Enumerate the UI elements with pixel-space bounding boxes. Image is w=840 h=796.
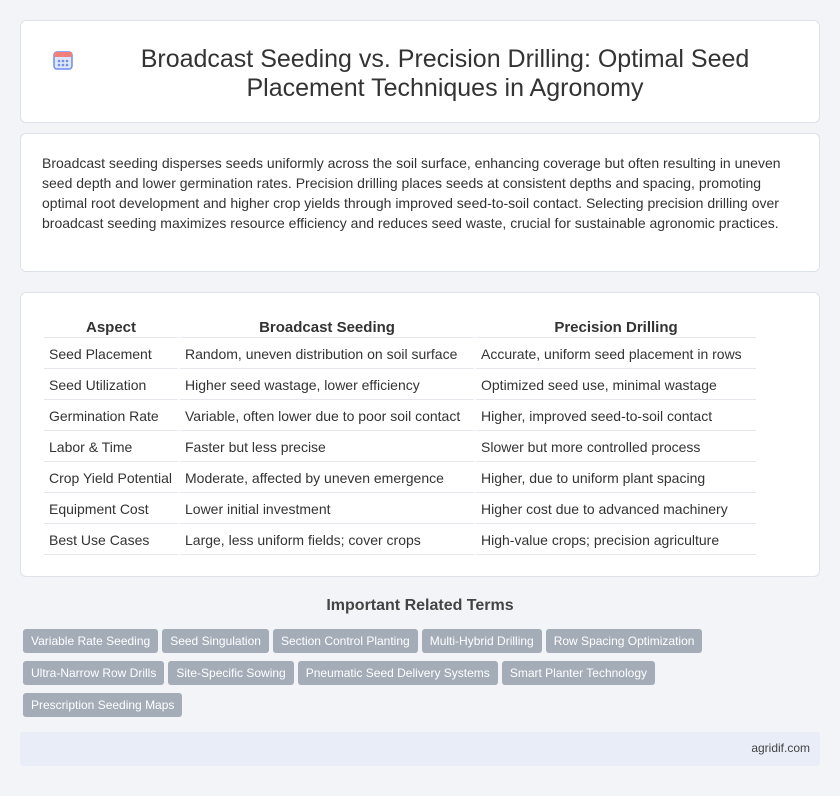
tag-row-spacing-optimization[interactable]: Row Spacing Optimization xyxy=(546,629,703,653)
row-precision: Slower but more controlled process xyxy=(476,433,756,462)
tag-smart-planter-technology[interactable]: Smart Planter Technology xyxy=(502,661,655,685)
row-aspect: Crop Yield Potential xyxy=(44,464,178,493)
calendar-icon xyxy=(52,49,74,71)
footer xyxy=(20,732,820,766)
row-aspect: Seed Placement xyxy=(44,340,178,369)
row-broadcast: Lower initial investment xyxy=(180,495,474,524)
row-precision: Higher cost due to advanced machinery xyxy=(476,495,756,524)
tag-ultra-narrow-row-drills[interactable]: Ultra-Narrow Row Drills xyxy=(23,661,164,685)
title-card xyxy=(20,20,820,123)
table-row xyxy=(44,433,756,462)
comparison-table-card xyxy=(20,292,820,577)
row-precision: High-value crops; precision agriculture xyxy=(476,526,756,555)
row-broadcast: Faster but less precise xyxy=(180,433,474,462)
row-broadcast: Variable, often lower due to poor soil contact xyxy=(180,402,474,431)
tag-pneumatic-seed-delivery-systems[interactable]: Pneumatic Seed Delivery Systems xyxy=(298,661,498,685)
tag-seed-singulation[interactable]: Seed Singulation xyxy=(162,629,269,653)
table-row xyxy=(44,495,756,524)
page-title: Broadcast Seeding vs. Precision Drilling: Optimal Seed Placement Techniques in Agronomy xyxy=(140,45,750,102)
table-row xyxy=(44,340,756,369)
summary-card xyxy=(20,133,820,272)
row-aspect: Seed Utilization xyxy=(44,371,178,400)
row-aspect: Equipment Cost xyxy=(44,495,178,524)
row-broadcast: Moderate, affected by uneven emergence xyxy=(180,464,474,493)
row-aspect: Labor & Time xyxy=(44,433,178,462)
related-terms-title: Important Related Terms xyxy=(326,597,514,614)
row-broadcast: Large, less uniform fields; cover crops xyxy=(180,526,474,555)
tag-prescription-seeding-maps[interactable]: Prescription Seeding Maps xyxy=(23,693,182,717)
header-aspect: Aspect xyxy=(44,317,178,338)
header-precision-drilling: Precision Drilling xyxy=(476,317,756,338)
row-broadcast: Higher seed wastage, lower efficiency xyxy=(180,371,474,400)
row-aspect: Best Use Cases xyxy=(44,526,178,555)
related-terms-tags xyxy=(23,629,723,725)
row-precision: Higher, improved seed-to-soil contact xyxy=(476,402,756,431)
row-precision: Optimized seed use, minimal wastage xyxy=(476,371,756,400)
table-row xyxy=(44,464,756,493)
row-aspect: Germination Rate xyxy=(44,402,178,431)
tag-section-control-planting[interactable]: Section Control Planting xyxy=(273,629,418,653)
table-header-row xyxy=(44,317,756,338)
summary-text: Broadcast seeding disperses seeds uniformly across the soil surface, enhancing coverage but often resulting in uneven seed depth and lower germination rates. Precision drilling places seeds at consistent depths and spacing, promoting optimal root development and higher crop yields through improved seed-to-soil contact. Selecting precision drilling over broadcast seeding maximizes resource efficiency and reduces seed waste, crucial for sustainable agronomic practices. xyxy=(42,155,781,231)
header-broadcast-seeding: Broadcast Seeding xyxy=(180,317,474,338)
table-row xyxy=(44,371,756,400)
tag-variable-rate-seeding[interactable]: Variable Rate Seeding xyxy=(23,629,158,653)
comparison-table xyxy=(42,315,758,557)
row-broadcast: Random, uneven distribution on soil surface xyxy=(180,340,474,369)
row-precision: Accurate, uniform seed placement in rows xyxy=(476,340,756,369)
table-row xyxy=(44,402,756,431)
tag-site-specific-sowing[interactable]: Site-Specific Sowing xyxy=(168,661,293,685)
row-precision: Higher, due to uniform plant spacing xyxy=(476,464,756,493)
table-row xyxy=(44,526,756,555)
tag-multi-hybrid-drilling[interactable]: Multi-Hybrid Drilling xyxy=(422,629,542,653)
footer-site-link[interactable]: agridif.com xyxy=(751,741,810,755)
